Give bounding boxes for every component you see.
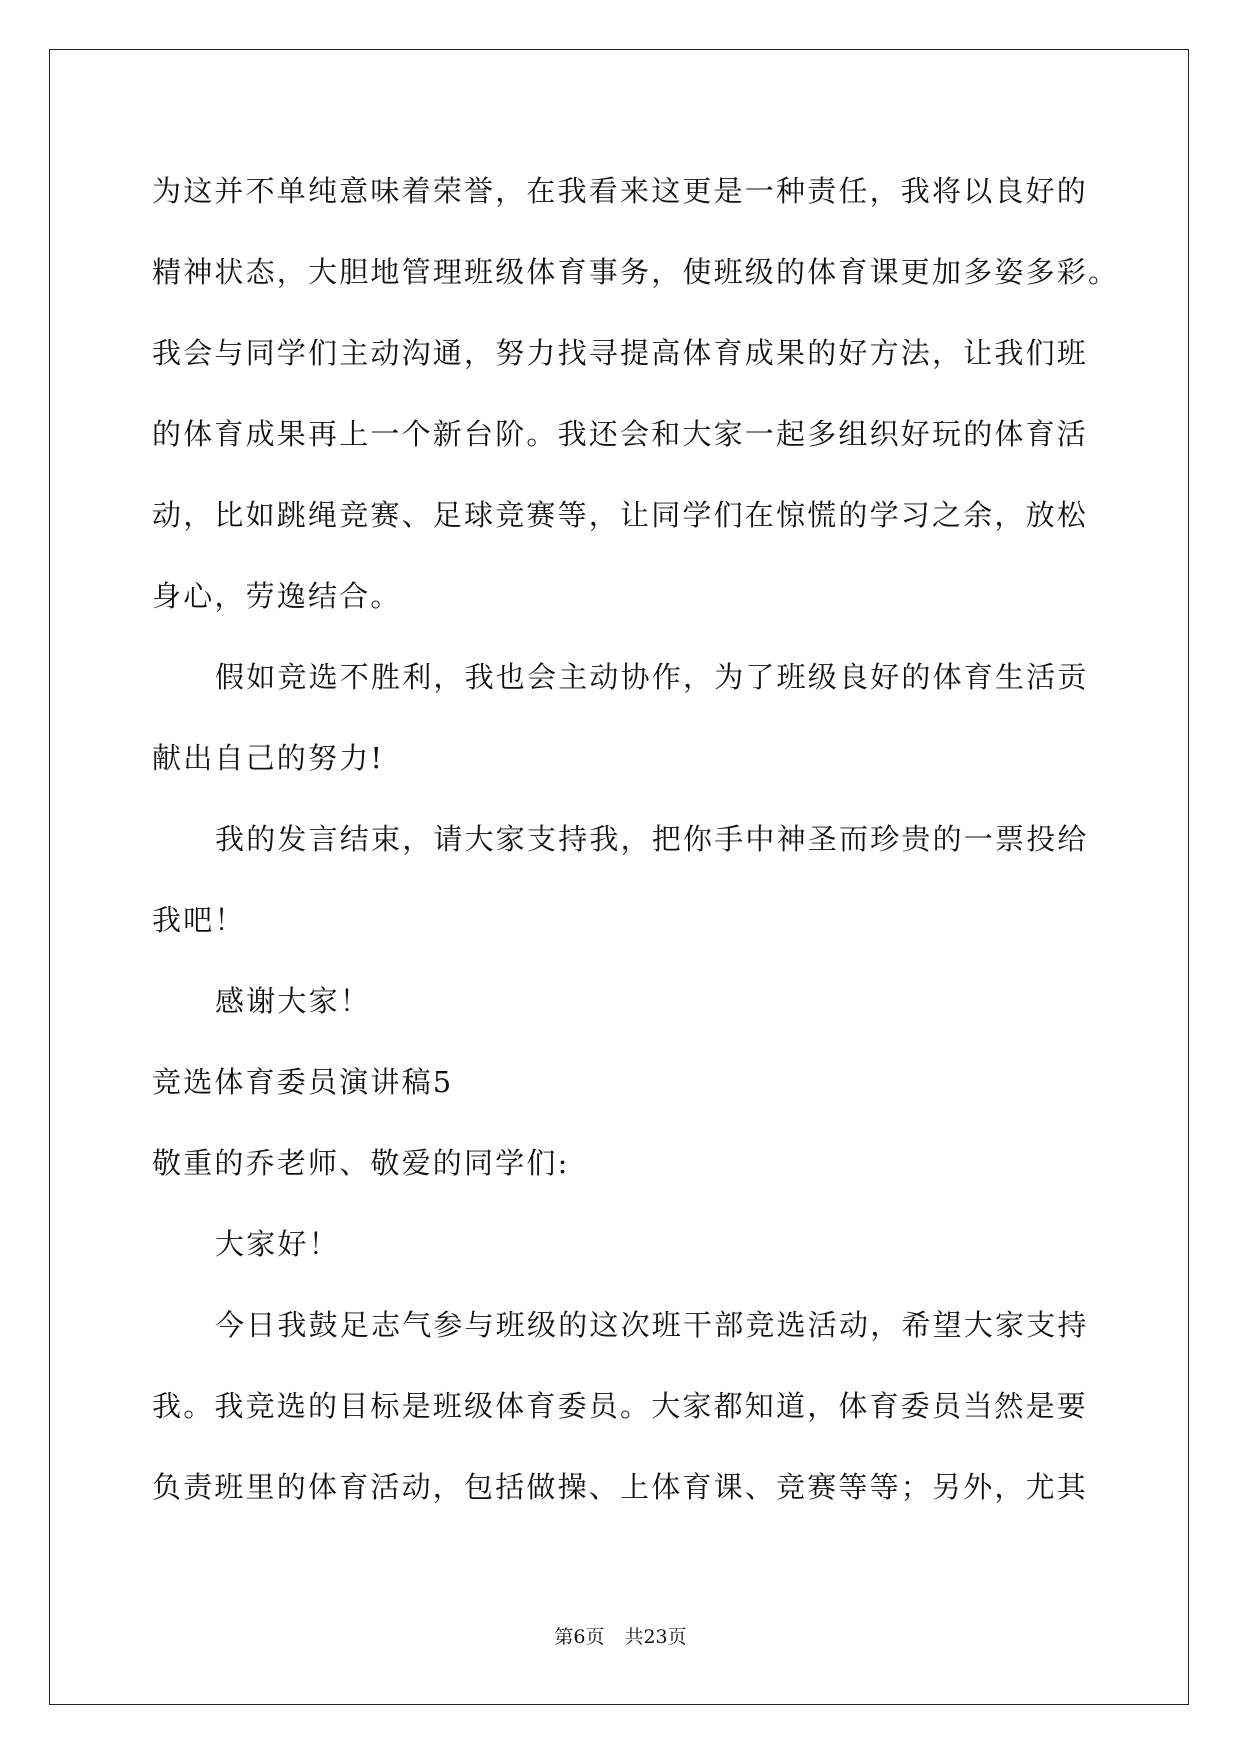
page-footer — [0, 1624, 1241, 1650]
body-line-16: 我。我竞选的目标是班级体育委员。大家都知道，体育委员当然是要 — [152, 1389, 1089, 1423]
body-line-4: 的体育成果再上一个新台阶。我还会和大家一起多组织好玩的体育活 — [152, 417, 1089, 451]
body-line-2: 精神状态，大胆地管理班级体育事务，使班级的体育课更加多姿多彩。 — [152, 255, 1120, 289]
section-title: 竞选体育委员演讲稿5 — [152, 1065, 454, 1099]
body-line-6: 身心，劳逸结合。 — [152, 579, 402, 613]
page-total: 共23页 — [624, 1626, 687, 1648]
salutation: 敬重的乔老师、敬爱的同学们: — [152, 1146, 570, 1180]
body-line-7: 假如竞选不胜利，我也会主动协作，为了班级良好的体育生活贡 — [215, 660, 1089, 694]
greeting: 大家好！ — [215, 1227, 340, 1261]
page-number: 第6页 — [554, 1626, 605, 1648]
body-line-5: 动，比如跳绳竞赛、足球竞赛等，让同学们在惊慌的学习之余，放松 — [152, 498, 1089, 532]
body-line-15: 今日我鼓足志气参与班级的这次班干部竞选活动，希望大家支持 — [215, 1308, 1089, 1342]
body-line-1: 为这并不单纯意味着荣誉，在我看来这更是一种责任，我将以良好的 — [152, 174, 1089, 208]
body-line-3: 我会与同学们主动沟通，努力找寻提高体育成果的好方法，让我们班 — [152, 336, 1089, 370]
body-line-9: 我的发言结束，请大家支持我，把你手中神圣而珍贵的一票投给 — [215, 822, 1089, 856]
body-line-17: 负责班里的体育活动，包括做操、上体育课、竞赛等等；另外，尤其 — [152, 1470, 1089, 1504]
body-line-10: 我吧！ — [152, 903, 246, 937]
page-frame — [49, 49, 1189, 1705]
body-line-8: 献出自己的努力! — [152, 741, 385, 775]
body-line-11: 感谢大家！ — [215, 984, 372, 1018]
